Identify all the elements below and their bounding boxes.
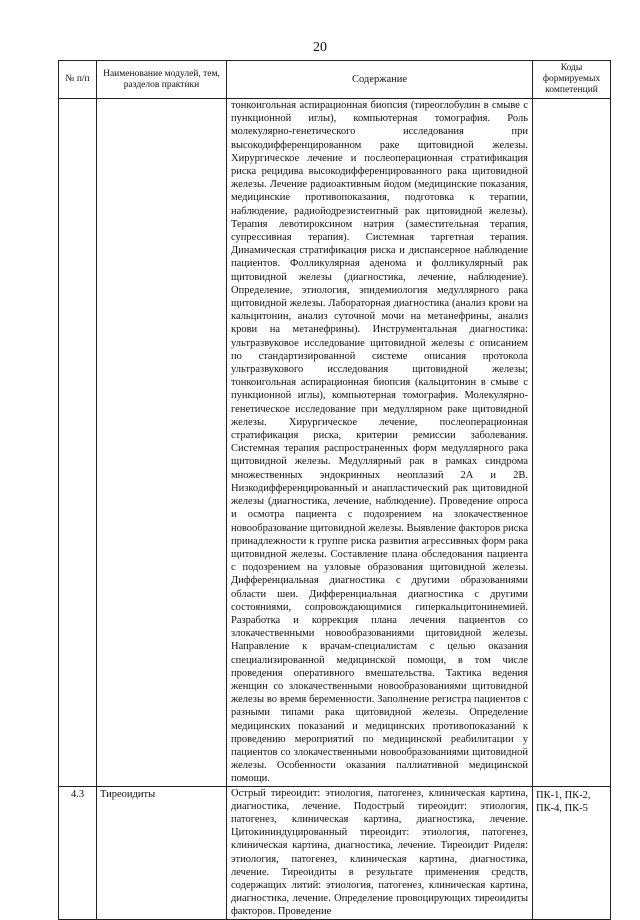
row-module: Тиреоидиты	[97, 786, 227, 919]
table-header-row	[59, 61, 611, 99]
row-content: тонкоигольная аспирационная биопсия (тиреоглобулин в смыве с пункционной иглы), компьютерная томография. Роль молекулярно-генетического исследования при высокодифференцированном раке щитовидной железы. Хирургическое лечение и послеоперационная стратификация риска рецидива высокодифференцированного рака щитовидной железы. Лечение радиоактивным йодом (медицинские показания, медицинские противопоказания, подготовка к терапии, наблюдение, радиойодрезистентный рак щитовидной железы). Терапия левотироксином натрия (заместительная терапия, супрессивная терапия). Системная таргетная терапия. Динамическая стратификация риска и диспансерное наблюдение пациентов. Фолликулярная аденома и фолликулярный рак щитовидной железы (диагностика, лечение, наблюдение). Определение, этиология, эпидемиология медуллярного рака щитовидной железы. Лабораторная диагностика (анализ крови на кальцитонин, анализ суточной мочи на метанефрины, анализ крови на метанефрины). Инструментальная диагностика: ультразвуковое исследование щитовидной железы с описанием по стандартизированной системе описания протокола ультразвукового исследования щитовидной железы; тонкоигольная аспирационная биопсия (кальцитонин в смыве с пункционной иглы), компьютерная томография. Молекулярно-генетическое исследование при медуллярном раке щитовидной железы. Хирургическое лечение, послеоперационная стратификация риска, критерии ремиссии заболевания. Системная терапия распространенных форм медуллярного рака щитовидной железы. Медуллярный рак в рамках синдрома множественных эндокринных неоплазий 2А и 2В. Низкодифференцированный и анапластический рак щитовидной железы (диагностика, лечение, наблюдение). Проведение опроса и осмотра пациента с подозрением на злокачественное новообразование щитовидной железы. Выявление факторов риска принадлежности к группе риска развития агрессивных форм рака щитовидной железы. Составление плана обследования пациента с подозрением на узловые образования щитовидной железы. Дифференциальная диагностика с другими образованиями области шеи. Дифференциальная диагностика с другими состояниями, сопровождающимися гиперкальцитонинемией. Разработка и коррекция плана лечения пациентов со злокачественными новообразованиями щитовидной железы. Направление к врачам-специалистам с целью оказания специализированной медицинской помощи, в том числе проведения оперативного вмешательства. Тактика ведения женщин со злокачественными новообразованиями щитовидной железы во время беременности. Заполнение регистра пациентов с разными типами рака щитовидной железы. Определение медицинских показаний и медицинских противопоказаний к проведению мероприятий по медицинской реабилитации у пациентов со злокачественными новообразованиями щитовидной железы. Особенности оказания паллиативной медицинской помощи.	[227, 99, 533, 787]
header-module: Наименование модулей, тем, разделов практики	[97, 61, 227, 99]
header-content: Содержание	[227, 61, 533, 99]
program-table	[58, 60, 611, 920]
header-number: № п/п	[59, 61, 97, 99]
row-number	[59, 99, 97, 787]
row-content: Острый тиреоидит: этиология, патогенез, клиническая картина, диагностика, лечение. Подострый тиреоидит: этиология, патогенез, клиническая картина, диагностика, лечение. Цитокининдуцированный тиреоидит: этиология, патогенез, клиническая картина, диагностика, лечение. Тиреоидит Риделя: этиология, патогенез, клиническая картина, диагностика, лечение. Тиреоидиты в результате применения средств, содержащих литий: этиология, патогенез, клиническая картина, диагностика, лечение. Определение провоцирующих тиреоидиты факторов. Проведение	[227, 786, 533, 919]
page-number: 20	[313, 40, 327, 55]
row-codes: ПК-1, ПК-2, ПК-4, ПК-5	[533, 786, 611, 919]
row-codes	[533, 99, 611, 787]
header-codes: Коды формируемых компетенций	[533, 61, 611, 99]
row-module	[97, 99, 227, 787]
table-row	[59, 99, 611, 787]
row-number: 4.3	[59, 786, 97, 919]
table-row	[59, 786, 611, 919]
